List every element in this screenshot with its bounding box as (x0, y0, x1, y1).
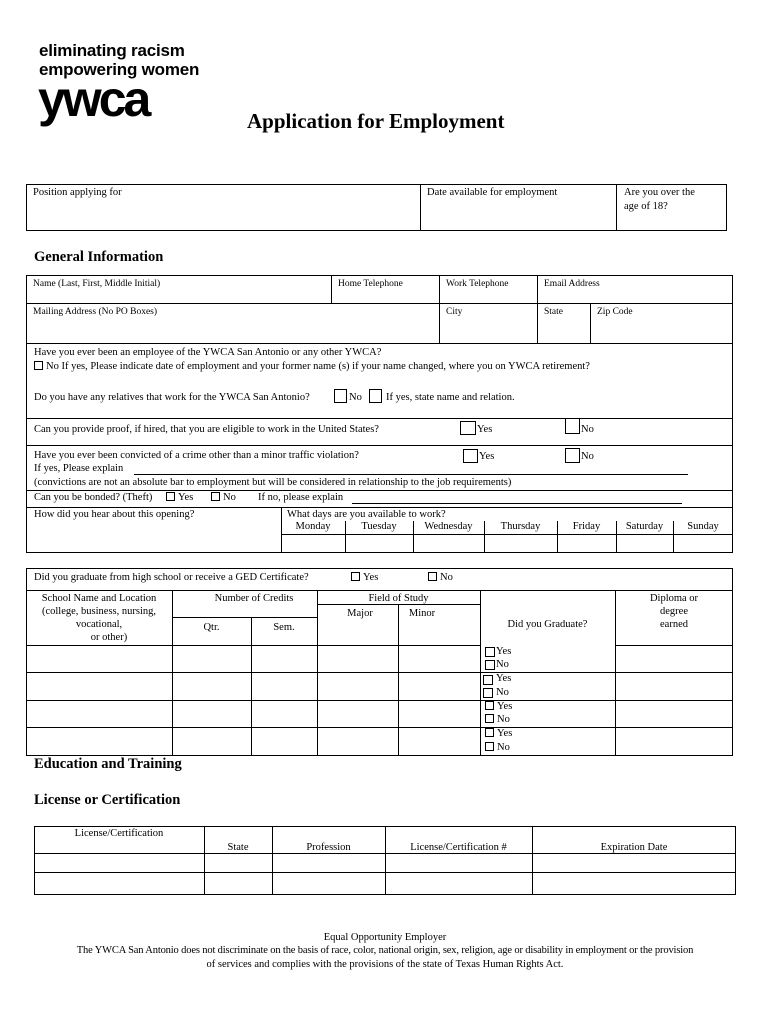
proof-no-checkbox[interactable] (565, 418, 580, 434)
days-question: What days are you available to work? (287, 509, 446, 520)
over-18-label-2: age of 18? (624, 201, 668, 212)
grad-yes-label-2: Yes (496, 673, 512, 684)
work-telephone-field[interactable]: Work Telephone (446, 279, 509, 289)
relatives-question: Do you have any relatives that work for the YWCA San Antonio? (34, 392, 310, 403)
general-info-heading: General Information (34, 249, 164, 265)
school-header-3: vocational, (75, 619, 123, 630)
ged-question: Did you graduate from high school or receive a GED Certificate? (34, 572, 309, 583)
proof-yes-label: Yes (477, 424, 493, 435)
day-friday[interactable]: Friday (572, 521, 601, 532)
relatives-no-checkbox[interactable] (334, 389, 347, 403)
license-col-header: License/Certification (74, 828, 164, 839)
proof-question: Can you provide proof, if hired, that you are eligible to work in the United States? (34, 424, 379, 435)
hear-question: How did you hear about this opening? (34, 509, 195, 520)
bonded-explain-label: If no, please explain (258, 492, 344, 503)
city-field[interactable]: City (446, 307, 463, 317)
ged-no-option[interactable]: No (428, 572, 453, 583)
education-heading: Education and Training (34, 756, 182, 772)
day-thursday[interactable]: Thursday (500, 521, 541, 532)
school-header-2: (college, business, nursing, (41, 606, 157, 617)
bonded-no-option[interactable]: No (211, 492, 236, 503)
school-header-4: or other) (90, 632, 128, 643)
logo-tagline-2: empowering women (39, 60, 200, 79)
grad-no-label-1: No (496, 659, 509, 670)
footer-eoe: Equal Opportunity Employer (323, 932, 447, 943)
mailing-address-field[interactable]: Mailing Address (No PO Boxes) (33, 307, 158, 317)
diploma-header-2: degree (660, 606, 688, 617)
explain-line[interactable] (134, 474, 688, 475)
relatives-no-label: No (349, 392, 362, 403)
table-row (26, 727, 733, 728)
email-field[interactable]: Email Address (544, 279, 600, 289)
relatives-yes-checkbox[interactable] (369, 389, 382, 403)
explain-label: If yes, Please explain (34, 463, 124, 474)
grad-no-option-4[interactable]: No (485, 742, 510, 753)
over-18-label-1: Are you over the (624, 187, 695, 198)
footer-statement-2: of services and complies with the provisions of the state of Texas Human Rights Act. (206, 959, 564, 970)
grad-no-option-3[interactable]: No (485, 714, 510, 725)
diploma-header-1: Diploma or (649, 593, 699, 604)
checkbox-icon[interactable] (485, 742, 494, 751)
table-row (26, 645, 480, 646)
diploma-header-3: earned (660, 619, 688, 630)
expiration-col-header: Expiration Date (600, 842, 668, 853)
checkbox-icon[interactable] (485, 714, 494, 723)
relatives-yes-label: If yes, state name and relation. (386, 392, 515, 403)
state-col-header: State (227, 842, 249, 853)
footer-statement-1: The YWCA San Antonio does not discriminate on the basis of race, color, national origin, sex, religion, age or disability in employment or the provision (76, 945, 694, 956)
bonded-yes-option[interactable]: Yes (166, 492, 193, 503)
crime-yes-label: Yes (479, 451, 495, 462)
day-wednesday[interactable]: Wednesday (424, 521, 473, 532)
grad-yes-option-3[interactable]: Yes (485, 701, 512, 712)
name-field[interactable]: Name (Last, First, Middle Initial) (33, 279, 161, 289)
checkbox-icon[interactable] (485, 728, 494, 737)
grad-yes-label-1: Yes (496, 646, 512, 657)
date-available-field[interactable]: Date available for employment (427, 187, 558, 198)
checkbox-icon[interactable] (351, 572, 360, 581)
checkbox-icon[interactable] (34, 361, 43, 370)
graduate-header: Did you Graduate? (507, 619, 588, 630)
grad-no-label-2: No (496, 687, 509, 698)
grad-yes-checkbox-1[interactable] (485, 647, 495, 657)
bonded-explain-line[interactable] (352, 503, 682, 504)
grad-yes-checkbox-2[interactable] (483, 675, 493, 685)
proof-yes-checkbox[interactable] (460, 421, 476, 435)
field-header: Field of Study (368, 593, 429, 604)
proof-no-label: No (581, 424, 594, 435)
position-row (26, 184, 727, 231)
state-field[interactable]: State (544, 307, 563, 317)
day-monday[interactable]: Monday (295, 521, 331, 532)
checkbox-icon[interactable] (166, 492, 175, 501)
table-row (26, 700, 733, 701)
checkbox-icon[interactable] (428, 572, 437, 581)
sem-header: Sem. (273, 622, 295, 633)
credits-header: Number of Credits (214, 593, 294, 604)
day-tuesday[interactable]: Tuesday (361, 521, 397, 532)
table-row (34, 872, 736, 873)
checkbox-icon[interactable] (485, 701, 494, 710)
home-telephone-field[interactable]: Home Telephone (338, 279, 403, 289)
ged-yes-option[interactable]: Yes (351, 572, 378, 583)
crime-no-checkbox[interactable] (565, 448, 580, 463)
checkbox-icon[interactable] (211, 492, 220, 501)
day-sunday[interactable]: Sunday (687, 521, 719, 532)
major-header: Major (347, 608, 373, 619)
crime-no-label: No (581, 451, 594, 462)
crime-yes-checkbox[interactable] (463, 449, 478, 463)
minor-header: Minor (408, 608, 436, 619)
profession-col-header: Profession (306, 842, 351, 853)
bonded-question: Can you be bonded? (Theft) (34, 492, 153, 503)
day-saturday[interactable]: Saturday (625, 521, 664, 532)
grad-yes-option-4[interactable]: Yes (485, 728, 512, 739)
license-number-col-header: License/Certification # (410, 842, 507, 853)
employee-options[interactable]: No If yes, Please indicate date of employment and your former name (s) if your name changed, where you on YWCA retirement? (34, 361, 590, 372)
grad-no-checkbox-2[interactable] (483, 688, 493, 698)
page-title: Application for Employment (247, 109, 505, 133)
crime-question: Have you ever been convicted of a crime other than a minor traffic violation? (34, 450, 359, 461)
convictions-note: (convictions are not an absolute bar to employment but will be considered in relationship to the job requirements) (34, 477, 512, 488)
table-row (26, 672, 733, 673)
position-field[interactable]: Position applying for (33, 187, 122, 198)
zip-field[interactable]: Zip Code (597, 307, 633, 317)
logo-tagline-1: eliminating racism (39, 41, 185, 60)
employee-question: Have you ever been an employee of the YWCA San Antonio or any other YWCA? (34, 347, 382, 358)
license-heading: License or Certification (34, 792, 181, 808)
ywca-logo: ywca (38, 71, 149, 127)
grad-no-checkbox-1[interactable] (485, 660, 495, 670)
qtr-header: Qtr. (203, 622, 220, 633)
school-header-1: School Name and Location (41, 593, 157, 604)
